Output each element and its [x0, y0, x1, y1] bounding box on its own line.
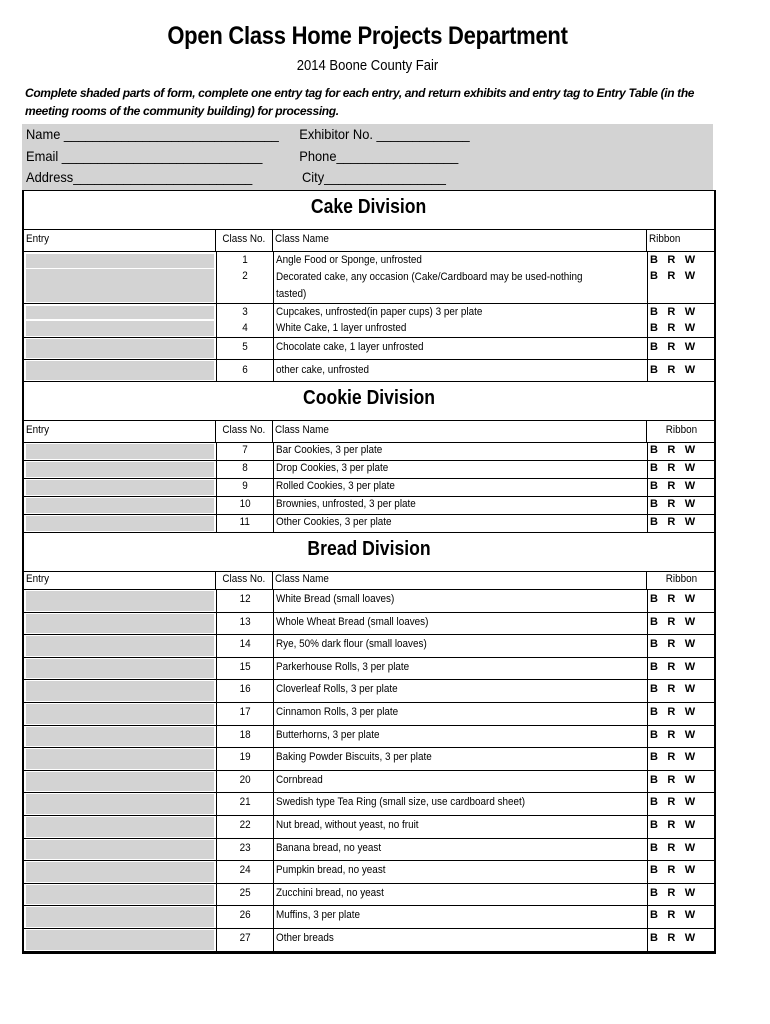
cake-rows: [24, 252, 714, 382]
class-number: 24: [239, 864, 251, 877]
class-number: 26: [239, 909, 251, 922]
table-row: [24, 906, 714, 929]
class-number: 9: [242, 480, 248, 492]
class-name: Swedish type Tea Ring (small size, use cardboard sheet): [276, 796, 526, 809]
city-field[interactable]: City_________________: [302, 169, 446, 185]
entry-field[interactable]: [26, 885, 214, 905]
class-name-header: Class Name: [275, 573, 329, 585]
ribbon-header: Ribbon: [649, 233, 681, 245]
entry-field[interactable]: [26, 591, 214, 611]
class-number: 18: [239, 728, 251, 741]
ribbon-options[interactable]: B R W: [650, 841, 699, 854]
address-field[interactable]: Address_________________________: [26, 169, 253, 185]
class-name: Drop Cookies, 3 per plate: [276, 462, 389, 474]
table-row: [24, 816, 714, 839]
class-number: 8: [242, 462, 248, 474]
class-number: 11: [239, 516, 251, 528]
ribbon-options[interactable]: B R W: [650, 864, 699, 877]
bread-rows: [24, 590, 714, 952]
table-row: [24, 304, 714, 338]
page-title: Open Class Home Projects Department: [167, 22, 568, 50]
ribbon-options[interactable]: B R W: [650, 909, 699, 922]
table-row: [24, 929, 714, 952]
class-number: 4: [242, 322, 248, 334]
table-row: [24, 771, 714, 794]
instructions: [25, 84, 725, 120]
ribbon-options[interactable]: B R W: [650, 444, 699, 456]
ribbon-options[interactable]: B R W: [650, 516, 699, 528]
class-number: 3: [242, 306, 248, 318]
entry-field[interactable]: [26, 749, 214, 769]
ribbon-options[interactable]: B R W: [650, 886, 699, 899]
table-header: [24, 572, 714, 590]
table-row: [24, 635, 714, 658]
entry-field[interactable]: [26, 614, 214, 634]
class-name: Angle Food or Sponge, unfrosted: [276, 254, 422, 266]
ribbon-options[interactable]: B R W: [650, 254, 699, 266]
table-row: [24, 748, 714, 771]
class-name: Other breads: [276, 931, 334, 944]
class-name: Rolled Cookies, 3 per plate: [276, 480, 395, 492]
ribbon-options[interactable]: B R W: [650, 683, 699, 696]
entry-field[interactable]: [26, 817, 214, 837]
class-name: White Cake, 1 layer unfrosted: [276, 322, 407, 334]
class-name: Cloverleaf Rolls, 3 per plate: [276, 683, 398, 696]
ribbon-options[interactable]: B R W: [650, 705, 699, 718]
class-name: Cupcakes, unfrosted(in paper cups) 3 per plate: [276, 306, 483, 318]
ribbon-options[interactable]: B R W: [650, 480, 699, 492]
entry-field-4[interactable]: [26, 321, 214, 336]
division-title-cake: Cake Division: [24, 191, 714, 230]
entry-field[interactable]: [26, 480, 214, 495]
table-row: [24, 252, 714, 304]
class-number: 10: [239, 498, 251, 510]
division-title-cookie: Cookie Division: [24, 382, 714, 421]
class-name: Decorated cake, any occasion (Cake/Cardboard may be used-nothing: [276, 271, 583, 283]
entry-field[interactable]: [26, 659, 214, 679]
class-name: Other Cookies, 3 per plate: [276, 516, 392, 528]
class-number: 1: [242, 254, 248, 266]
ribbon-header: Ribbon: [665, 573, 698, 585]
table-row: [24, 461, 714, 479]
table-row: [24, 884, 714, 907]
class-number: 13: [239, 615, 251, 628]
class-name: Whole Wheat Bread (small loaves): [276, 615, 429, 628]
ribbon-options[interactable]: B R W: [650, 593, 699, 605]
class-name: Muffins, 3 per plate: [276, 909, 361, 922]
entry-field[interactable]: [26, 930, 214, 950]
class-name: Cinnamon Rolls, 3 per plate: [276, 705, 399, 718]
class-no-header: Class No.: [222, 424, 266, 436]
ribbon-options[interactable]: B R W: [650, 796, 699, 809]
table-row: [24, 793, 714, 816]
entry-field-1[interactable]: [26, 254, 214, 268]
entry-field[interactable]: [26, 516, 214, 531]
entry-field-2[interactable]: [26, 269, 214, 302]
ribbon-options[interactable]: B R W: [650, 818, 699, 831]
entry-field[interactable]: [26, 772, 214, 792]
entry-field[interactable]: [26, 498, 214, 513]
class-number: 5: [242, 341, 248, 353]
table-row: [24, 613, 714, 636]
table-row: [24, 658, 714, 681]
class-number: 22: [239, 818, 251, 831]
entry-table: [22, 190, 716, 954]
class-number: 2: [242, 270, 248, 282]
class-name: Chocolate cake, 1 layer unfrosted: [276, 341, 424, 353]
table-row: [24, 338, 714, 360]
entry-header: Entry: [26, 233, 50, 245]
class-number: 14: [239, 638, 251, 651]
entry-field-6[interactable]: [26, 361, 214, 380]
class-name: Pumpkin bread, no yeast: [276, 864, 386, 877]
phone-field[interactable]: Phone_________________: [299, 148, 459, 164]
ribbon-options[interactable]: B R W: [650, 615, 699, 628]
class-number: 21: [239, 796, 251, 809]
class-number: 17: [239, 705, 251, 718]
class-no-header: Class No.: [222, 233, 266, 245]
table-row: [24, 839, 714, 862]
table-row: [24, 497, 714, 515]
class-name: Brownies, unfrosted, 3 per plate: [276, 498, 416, 510]
table-row: [24, 703, 714, 726]
class-number: 23: [239, 841, 251, 854]
table-row: [24, 861, 714, 884]
class-number: 7: [242, 444, 248, 456]
class-name: Rye, 50% dark flour (small loaves): [276, 638, 427, 651]
table-header: [24, 421, 714, 443]
ribbon-options[interactable]: B R W: [650, 270, 699, 282]
entry-field[interactable]: [26, 862, 214, 882]
class-name: Baking Powder Biscuits, 3 per plate: [276, 751, 432, 764]
entry-field-3[interactable]: [26, 306, 214, 319]
entry-field-5[interactable]: [26, 339, 214, 358]
class-name: White Bread (small loaves): [276, 593, 395, 605]
table-row: [24, 590, 714, 613]
instructions-line-1: Complete shaded parts of form, complete one entry tag for each entry, and return exhibits and entry tag to Entry Table (in the: [25, 86, 695, 100]
ribbon-options[interactable]: B R W: [650, 462, 699, 474]
ribbon-options[interactable]: B R W: [650, 773, 699, 786]
class-number: 6: [242, 364, 248, 376]
ribbon-options[interactable]: B R W: [650, 751, 699, 764]
ribbon-options[interactable]: B R W: [650, 341, 699, 353]
entry-field[interactable]: [26, 462, 214, 477]
class-name: Parkerhouse Rolls, 3 per plate: [276, 660, 410, 673]
class-number: 19: [239, 751, 251, 764]
instructions-line-2: meeting rooms of the community building) for processing.: [25, 104, 339, 118]
class-number: 12: [239, 593, 251, 605]
exhibitor-info-section: [22, 124, 713, 190]
table-row: [24, 726, 714, 749]
class-name: tasted): [276, 288, 307, 300]
ribbon-options[interactable]: B R W: [650, 638, 699, 651]
entry-field[interactable]: [26, 444, 214, 459]
class-number: 20: [239, 773, 251, 786]
entry-field[interactable]: [26, 907, 214, 927]
page-subtitle: 2014 Boone County Fair: [296, 58, 439, 74]
ribbon-options[interactable]: B R W: [650, 364, 699, 376]
entry-header: Entry: [26, 424, 50, 436]
class-name-header: Class Name: [275, 424, 329, 436]
class-name-header: Class Name: [275, 233, 329, 245]
ribbon-options[interactable]: B R W: [650, 498, 699, 510]
class-number: 16: [239, 683, 251, 696]
class-name: Zucchini bread, no yeast: [276, 886, 384, 899]
ribbon-options[interactable]: B R W: [650, 660, 699, 673]
ribbon-options[interactable]: B R W: [650, 728, 699, 741]
class-name: Cornbread: [276, 773, 323, 786]
class-name: Banana bread, no yeast: [276, 841, 382, 854]
class-number: 15: [239, 660, 251, 673]
division-title-bread: Bread Division: [24, 533, 714, 572]
table-header: [24, 230, 714, 252]
name-field[interactable]: Name ______________________________: [26, 126, 279, 142]
entry-field[interactable]: [26, 681, 214, 701]
entry-field[interactable]: [26, 840, 214, 860]
entry-header: Entry: [26, 573, 50, 585]
class-name: other cake, unfrosted: [276, 364, 370, 376]
ribbon-options[interactable]: B R W: [650, 931, 699, 944]
table-row: [24, 443, 714, 461]
class-name: Butterhorns, 3 per plate: [276, 728, 380, 741]
entry-field[interactable]: [26, 794, 214, 814]
ribbon-options[interactable]: B R W: [650, 306, 699, 318]
ribbon-options[interactable]: B R W: [650, 322, 699, 334]
table-row: [24, 680, 714, 703]
class-name: Nut bread, without yeast, no fruit: [276, 818, 419, 831]
table-row: [24, 360, 714, 382]
class-number: 27: [239, 931, 251, 944]
entry-field[interactable]: [26, 636, 214, 656]
table-row: [24, 479, 714, 497]
ribbon-header: Ribbon: [665, 424, 698, 436]
entry-field[interactable]: [26, 704, 214, 724]
class-no-header: Class No.: [222, 573, 266, 585]
table-row: [24, 515, 714, 533]
class-name: Bar Cookies, 3 per plate: [276, 444, 383, 456]
exhibitor-number-field[interactable]: Exhibitor No. _____________: [299, 126, 470, 142]
class-number: 25: [239, 886, 251, 899]
cookie-rows: [24, 443, 714, 533]
entry-field[interactable]: [26, 727, 214, 747]
email-field[interactable]: Email ____________________________: [26, 148, 263, 164]
